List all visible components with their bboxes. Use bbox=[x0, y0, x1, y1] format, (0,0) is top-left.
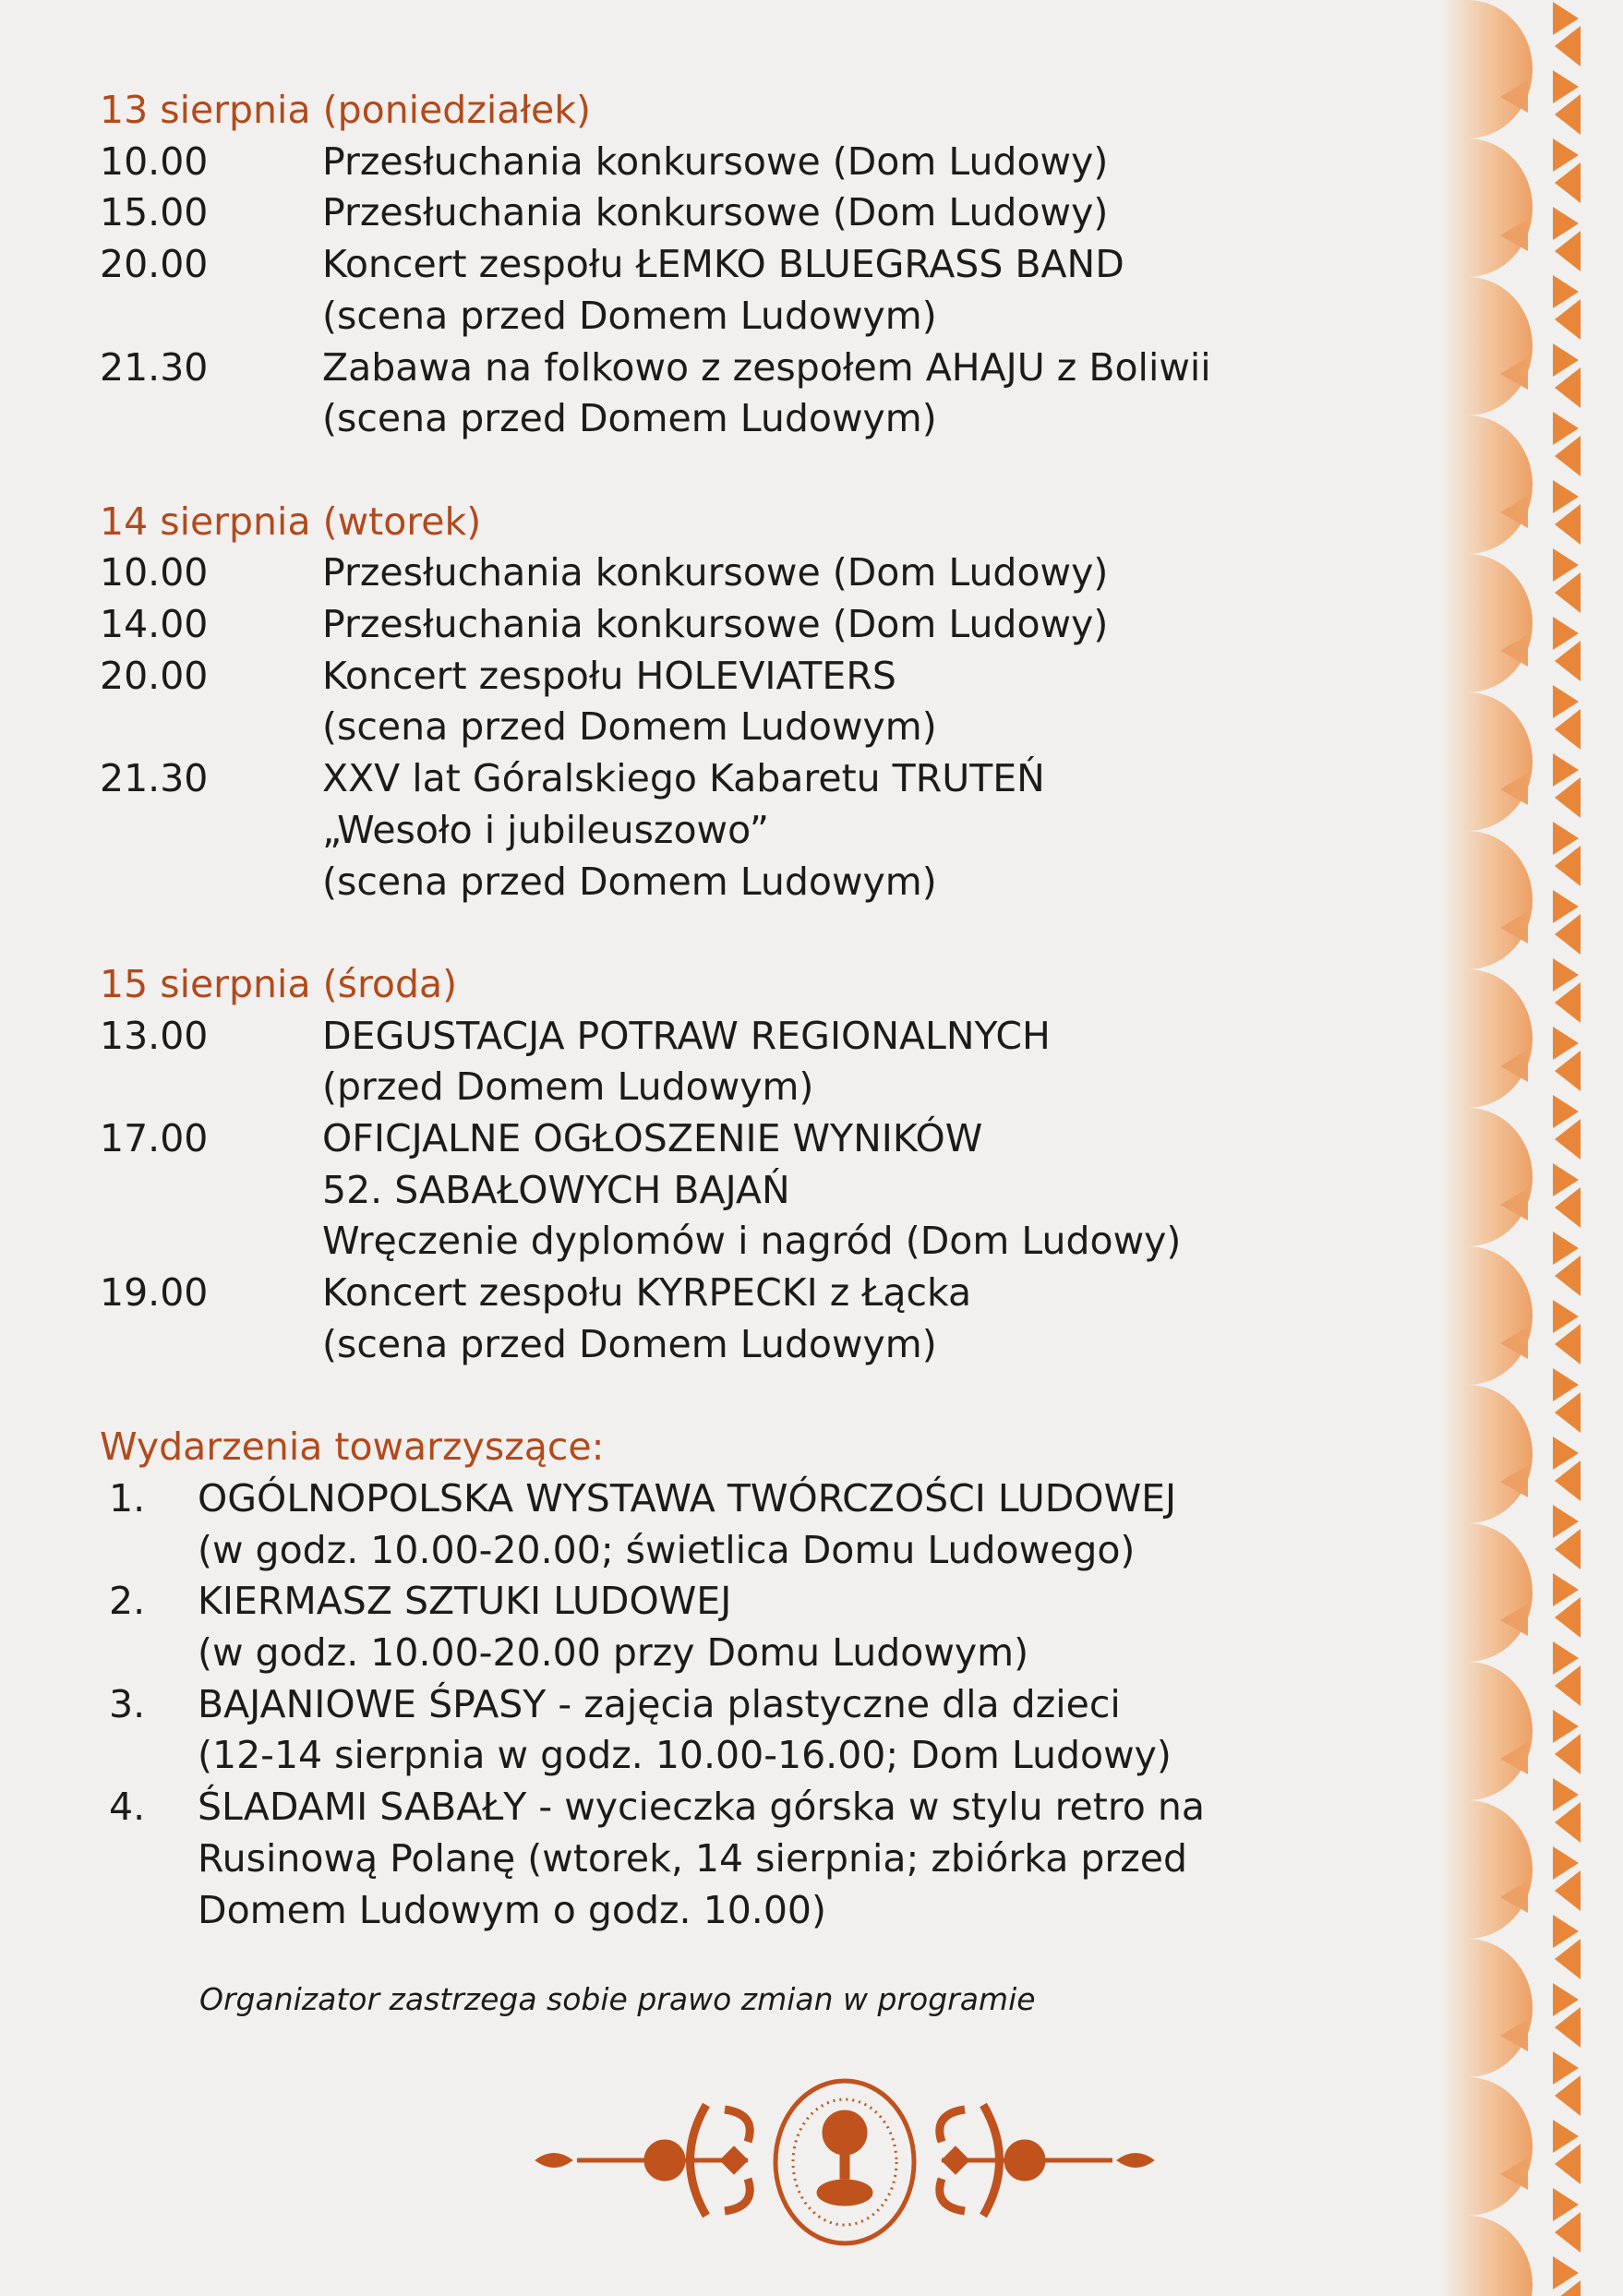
event-description: (scena przed Domem Ludowym) bbox=[322, 859, 937, 904]
event-line bbox=[100, 1113, 1438, 1165]
side-event-description: (12-14 sierpnia w godz. 10.00-16.00; Dom Ludowy) bbox=[198, 1733, 1172, 1778]
event-time bbox=[100, 1165, 322, 1217]
side-event-description: Rusinową Polanę (wtorek, 14 sierpnia; zbiórka przed bbox=[198, 1835, 1188, 1881]
event-description: OFICJALNE OGŁOSZENIE WYNIKÓW bbox=[322, 1116, 983, 1161]
seal-tree-boar-icon bbox=[775, 2081, 914, 2243]
event-description: (scena przed Domem Ludowym) bbox=[322, 1321, 937, 1366]
disclaimer-note: Organizator zastrzega sobie prawo zmian w programie bbox=[199, 1981, 1036, 2017]
event-line bbox=[100, 1165, 1438, 1217]
event-time bbox=[100, 393, 322, 445]
side-event-line bbox=[100, 1576, 1438, 1628]
spacer bbox=[100, 1371, 1438, 1423]
event-time: 20.00 bbox=[100, 242, 209, 287]
event-time: 15.00 bbox=[100, 190, 209, 235]
event-description: DEGUSTACJA POTRAW REGIONALNYCH bbox=[322, 1013, 1051, 1058]
right-ornament-icon bbox=[940, 2105, 1154, 2216]
left-ornament-icon bbox=[535, 2105, 750, 2216]
event-description: Przesłuchania konkursowe (Dom Ludowy) bbox=[322, 190, 1109, 235]
event-description: Przesłuchania konkursowe (Dom Ludowy) bbox=[322, 138, 1109, 184]
side-event-number bbox=[100, 1525, 198, 1577]
event-description: (scena przed Domem Ludowym) bbox=[322, 293, 937, 338]
event-line bbox=[100, 1319, 1438, 1371]
event-line bbox=[100, 547, 1438, 599]
event-line bbox=[100, 343, 1438, 394]
event-time bbox=[100, 805, 322, 857]
event-time bbox=[100, 291, 322, 343]
side-event-description: (w godz. 10.00-20.00 przy Domu Ludowym) bbox=[198, 1630, 1029, 1676]
day-heading: 13 sierpnia (poniedziałek) bbox=[100, 88, 591, 132]
event-description: Koncert zespołu KYRPECKI z Łącka bbox=[322, 1270, 972, 1316]
side-event-number: 4. bbox=[109, 1785, 146, 1830]
event-time bbox=[100, 857, 322, 908]
event-line bbox=[100, 702, 1438, 753]
event-time bbox=[100, 1062, 322, 1113]
event-time: 14.00 bbox=[100, 602, 209, 647]
event-description: 52. SABAŁOWYCH BAJAŃ bbox=[322, 1167, 790, 1212]
event-line bbox=[100, 857, 1438, 908]
scallop-pattern bbox=[1440, 0, 1533, 2296]
event-line bbox=[100, 651, 1438, 703]
event-line bbox=[100, 291, 1438, 343]
side-event-description: KIERMASZ SZTUKI LUDOWEJ bbox=[198, 1579, 732, 1624]
side-event-line bbox=[100, 1679, 1438, 1731]
event-time bbox=[100, 702, 322, 753]
side-event-number: 3. bbox=[109, 1681, 146, 1726]
event-time: 20.00 bbox=[100, 653, 209, 698]
side-events-heading: Wydarzenia towarzyszące: bbox=[100, 1424, 605, 1470]
side-event-line bbox=[100, 1833, 1438, 1885]
event-description: (przed Domem Ludowym) bbox=[322, 1064, 814, 1110]
side-event-description: (w godz. 10.00-20.00; świetlica Domu Ludowego) bbox=[198, 1527, 1136, 1572]
event-line bbox=[100, 599, 1438, 651]
event-description: (scena przed Domem Ludowym) bbox=[322, 704, 937, 750]
side-event-number bbox=[100, 1730, 198, 1782]
event-description: „Wesoło i jubileuszowo” bbox=[322, 807, 769, 852]
spacer bbox=[100, 445, 1438, 497]
event-time: 13.00 bbox=[100, 1013, 209, 1058]
event-description: XXV lat Góralskiego Kabaretu TRUTEŃ bbox=[322, 756, 1045, 801]
event-time bbox=[100, 1319, 322, 1371]
side-event-line bbox=[100, 1628, 1438, 1679]
side-event-line bbox=[100, 1885, 1438, 1937]
side-event-number bbox=[100, 1885, 198, 1937]
event-description: Koncert zespołu ŁEMKO BLUEGRASS BAND bbox=[322, 242, 1124, 287]
event-line bbox=[100, 1011, 1438, 1063]
event-description: (scena przed Domem Ludowym) bbox=[322, 396, 937, 441]
event-line bbox=[100, 393, 1438, 445]
event-time bbox=[100, 1216, 322, 1268]
event-description: Zabawa na folkowo z zespołem AHAJU z Boliwii bbox=[322, 344, 1211, 390]
side-event-number: 1. bbox=[109, 1475, 146, 1521]
triangle-pattern bbox=[1551, 0, 1588, 2296]
side-event-line bbox=[100, 1782, 1438, 1833]
side-event-number: 2. bbox=[109, 1579, 146, 1624]
day-heading: 15 sierpnia (środa) bbox=[100, 961, 458, 1006]
event-time: 10.00 bbox=[100, 550, 209, 595]
side-event-number bbox=[100, 1833, 198, 1885]
event-line bbox=[100, 1216, 1438, 1268]
event-line bbox=[100, 239, 1438, 291]
program bbox=[100, 85, 1438, 1936]
side-event-description: ŚLADAMI SABAŁY - wycieczka górska w stylu retro na bbox=[198, 1785, 1206, 1830]
event-line bbox=[100, 187, 1438, 239]
event-time: 10.00 bbox=[100, 138, 209, 184]
side-event-line bbox=[100, 1473, 1438, 1525]
day-heading: 14 sierpnia (wtorek) bbox=[100, 499, 482, 544]
side-event-description: BAJANIOWE ŚPASY - zajęcia plastyczne dla dzieci bbox=[198, 1681, 1121, 1726]
event-time: 21.30 bbox=[100, 344, 209, 390]
folk-border-decoration bbox=[1440, 0, 1623, 2296]
event-description: Przesłuchania konkursowe (Dom Ludowy) bbox=[322, 602, 1109, 647]
side-event-line bbox=[100, 1730, 1438, 1782]
event-description: Wręczenie dyplomów i nagród (Dom Ludowy) bbox=[322, 1219, 1182, 1264]
spacer bbox=[100, 908, 1438, 959]
logo-ornament bbox=[526, 2077, 1163, 2271]
event-line bbox=[100, 753, 1438, 805]
event-time: 21.30 bbox=[100, 756, 209, 801]
event-line bbox=[100, 805, 1438, 857]
event-description: Koncert zespołu HOLEVIATERS bbox=[322, 653, 896, 698]
side-event-line bbox=[100, 1525, 1438, 1577]
event-time: 17.00 bbox=[100, 1116, 209, 1161]
event-description: Przesłuchania konkursowe (Dom Ludowy) bbox=[322, 550, 1109, 595]
event-time: 19.00 bbox=[100, 1270, 209, 1316]
side-event-description: Domem Ludowym o godz. 10.00) bbox=[198, 1887, 826, 1932]
side-event-description: OGÓLNOPOLSKA WYSTAWA TWÓRCZOŚCI LUDOWEJ bbox=[198, 1475, 1177, 1521]
event-line bbox=[100, 1268, 1438, 1319]
event-line bbox=[100, 137, 1438, 188]
side-event-number bbox=[100, 1628, 198, 1679]
event-line bbox=[100, 1062, 1438, 1113]
